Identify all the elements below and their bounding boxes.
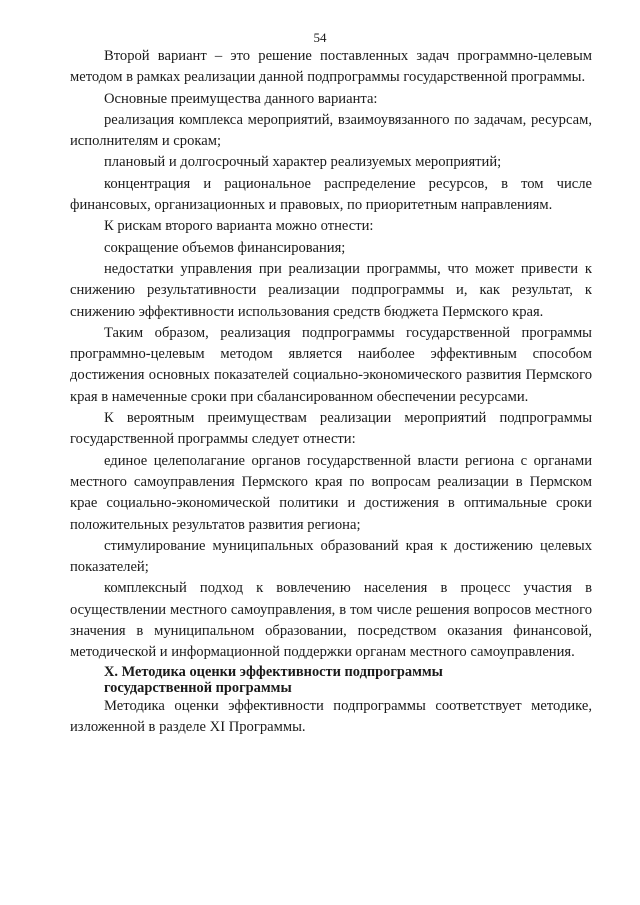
- paragraph: К рискам второго варианта можно отнести:: [104, 218, 374, 235]
- paragraph: плановый и долгосрочный характер реализуемых мероприятий;: [104, 154, 502, 171]
- paragraph: Основные преимущества данного варианта:: [104, 90, 378, 107]
- paragraph: Таким образом, реализация подпрограммы государственной программы программно-целевым методом является наиболее эффективным способом достижения основных показателей социально-экономического развития Пермского края в намеченные сроки при сбалансированном обеспечении ресурсами.: [70, 324, 592, 405]
- page-number: 54: [313, 30, 327, 45]
- paragraph: комплексный подход к вовлечению населения в процесс участия в осуществлении местного самоуправления, в том числе решения вопросов местного значения в муниципальном образовании, посредством оказания финансовой, методической и информационной поддержки органам местного самоуправления.: [70, 580, 592, 661]
- section-heading-line: государственной программы: [104, 679, 292, 696]
- paragraph: Второй вариант – это решение поставленных задач программно-целевым методом в рамках реализации данной подпрограммы государственной программы.: [70, 48, 592, 86]
- paragraph: реализация комплекса мероприятий, взаимоувязанного по задачам, ресурсам, исполнителям и срокам;: [70, 111, 592, 150]
- paragraph: стимулирование муниципальных образований края к достижению целевых показателей;: [70, 537, 592, 576]
- final-paragraph: Методика оценки эффективности подпрограммы соответствует методике, изложенной в разделе XI Программы.: [70, 697, 592, 735]
- paragraph: сокращение объемов финансирования;: [104, 239, 346, 256]
- section-heading-line: X. Методика оценки эффективности подпрограммы: [104, 663, 443, 680]
- paragraph: единое целеполагание органов государственной власти региона с органами местного самоуправления Пермского края по вопросам реализации в Пермском крае социально-экономической политики и достижения в оптимальные сроки положительных результатов развития региона;: [70, 452, 592, 533]
- section-heading: [70, 664, 592, 696]
- paragraph: недостатки управления при реализации программы, что может привести к снижению результативности реализации подпрограммы и, как результат, к снижению эффективности использования средств бюджета Пермского края.: [70, 260, 592, 320]
- document-body: [70, 46, 592, 738]
- paragraph: концентрация и рациональное распределение ресурсов, в том числе финансовых, организационных и правовых, по приоритетным направлениям.: [70, 175, 592, 214]
- paragraph: К вероятным преимуществам реализации мероприятий подпрограммы государственной программы следует отнести:: [70, 410, 592, 448]
